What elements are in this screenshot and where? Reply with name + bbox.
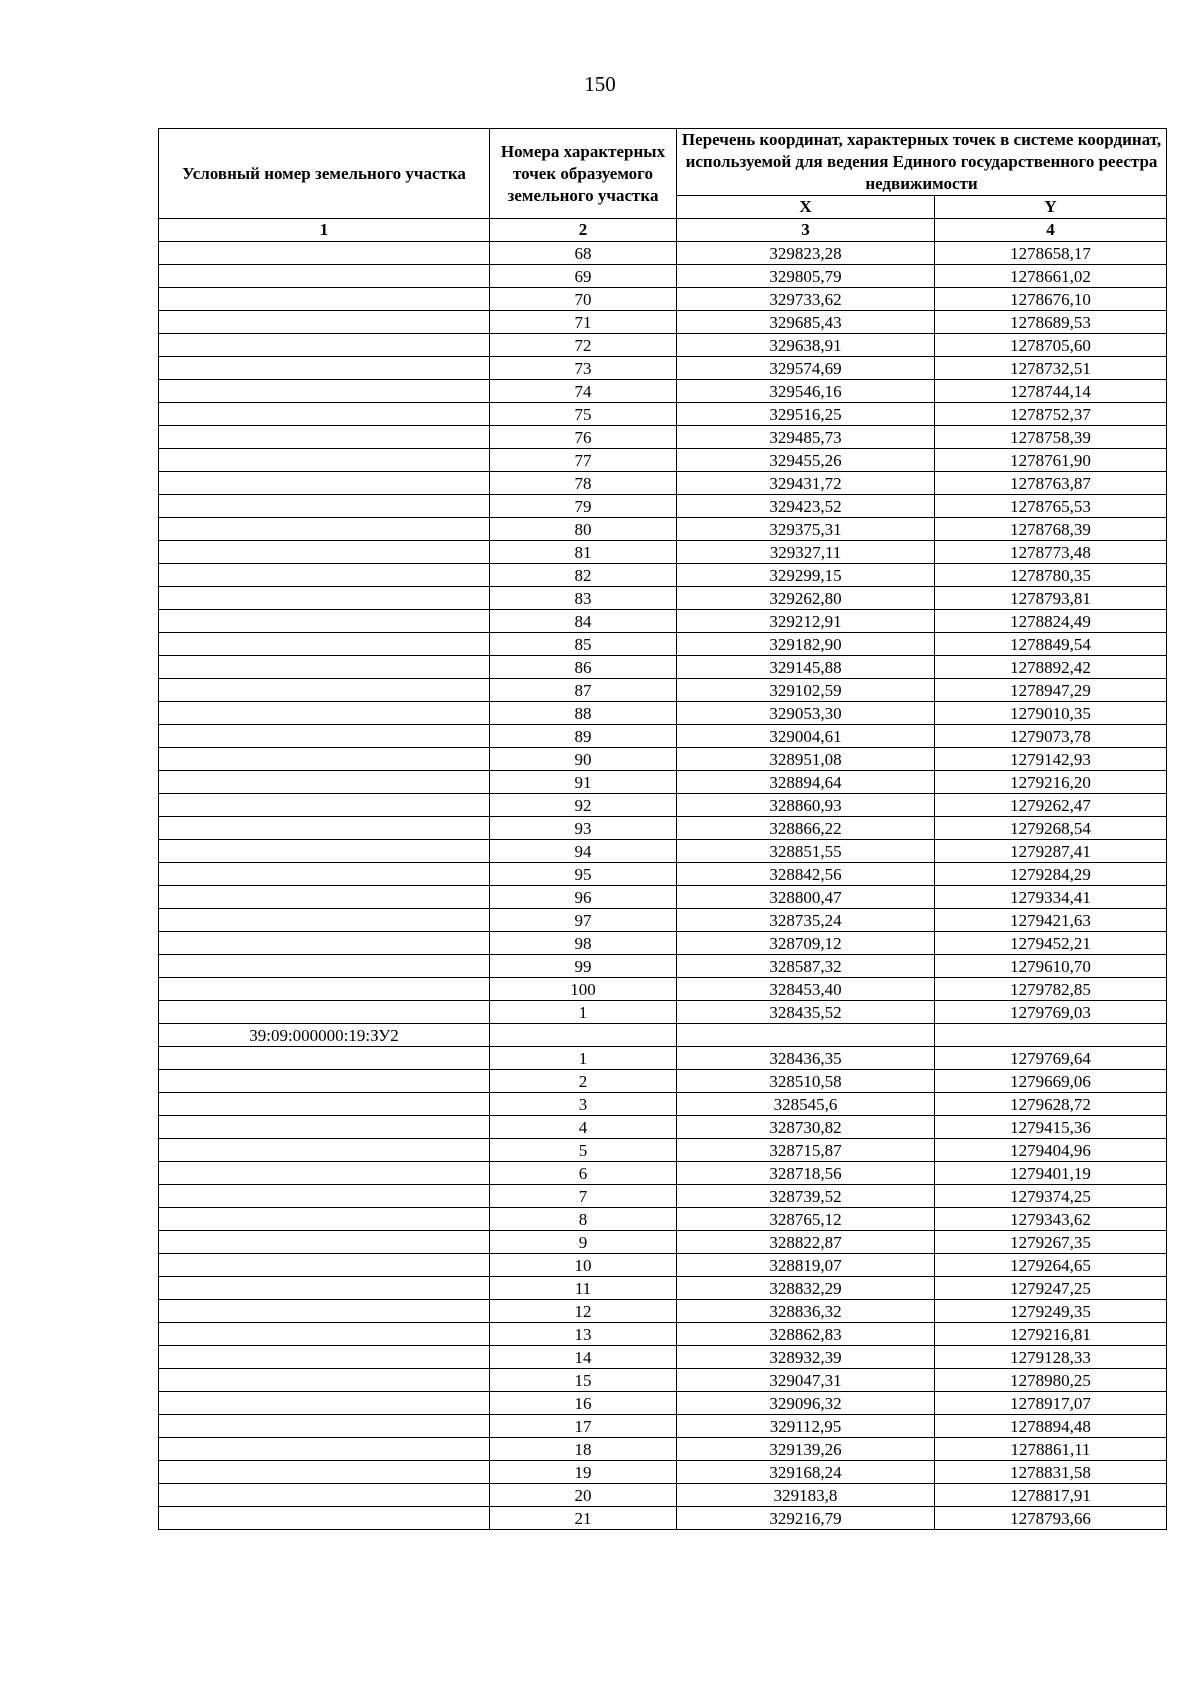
parcel-cell [159,265,490,288]
point-number-cell: 13 [490,1323,677,1346]
y-coordinate-cell: 1279669,06 [935,1070,1167,1093]
y-coordinate-cell: 1279374,25 [935,1185,1167,1208]
table-row [159,748,1167,771]
point-number-cell: 69 [490,265,677,288]
y-coordinate-cell: 1279782,85 [935,978,1167,1001]
point-number-cell: 83 [490,587,677,610]
y-coordinate-cell: 1278780,35 [935,564,1167,587]
table-row [159,1093,1167,1116]
y-coordinate-cell: 1278917,07 [935,1392,1167,1415]
parcel-cell [159,1323,490,1346]
y-coordinate-cell: 1278676,10 [935,288,1167,311]
table-row [159,334,1167,357]
point-number-cell: 91 [490,771,677,794]
point-number-cell: 95 [490,863,677,886]
y-coordinate-cell [935,1024,1167,1047]
parcel-cell [159,886,490,909]
y-coordinate-cell: 1278661,02 [935,265,1167,288]
parcel-cell [159,909,490,932]
parcel-cell [159,978,490,1001]
point-number-cell: 19 [490,1461,677,1484]
point-number-cell: 72 [490,334,677,357]
table-row [159,610,1167,633]
table-row [159,1369,1167,1392]
point-number-cell: 21 [490,1507,677,1530]
parcel-cell [159,610,490,633]
point-number-cell [490,1024,677,1047]
x-coordinate-cell: 328436,35 [677,1047,935,1070]
parcel-cell [159,1392,490,1415]
point-number-cell: 7 [490,1185,677,1208]
parcel-cell [159,1116,490,1139]
point-number-cell: 70 [490,288,677,311]
parcel-cell [159,863,490,886]
point-number-cell: 81 [490,541,677,564]
parcel-cell [159,1300,490,1323]
x-coordinate-cell: 328822,87 [677,1231,935,1254]
y-coordinate-cell: 1279610,70 [935,955,1167,978]
point-number-cell: 11 [490,1277,677,1300]
header-coordinates: Перечень координат, характерных точек в системе координат, используемой для ведения Единого государственного реестра недвижимости [677,129,1167,196]
y-coordinate-cell: 1279284,29 [935,863,1167,886]
table-row [159,771,1167,794]
table-row [159,265,1167,288]
x-coordinate-cell: 329327,11 [677,541,935,564]
point-number-cell: 97 [490,909,677,932]
table-row [159,472,1167,495]
header-point-numbers: Номера характерных точек образуемого земельного участка [490,129,677,219]
y-coordinate-cell: 1278947,29 [935,679,1167,702]
parcel-cell [159,357,490,380]
point-number-cell: 94 [490,840,677,863]
parcel-cell [159,380,490,403]
x-coordinate-cell: 328730,82 [677,1116,935,1139]
x-coordinate-cell: 329375,31 [677,518,935,541]
point-number-cell: 73 [490,357,677,380]
point-number-cell: 10 [490,1254,677,1277]
y-coordinate-cell: 1279216,81 [935,1323,1167,1346]
parcel-cell [159,403,490,426]
parcel-cell [159,748,490,771]
parcel-cell [159,1185,490,1208]
parcel-cell [159,587,490,610]
y-coordinate-cell: 1278761,90 [935,449,1167,472]
table-row [159,518,1167,541]
y-coordinate-cell: 1278824,49 [935,610,1167,633]
y-coordinate-cell: 1278744,14 [935,380,1167,403]
table-row [159,955,1167,978]
x-coordinate-cell: 329112,95 [677,1415,935,1438]
x-coordinate-cell: 328894,64 [677,771,935,794]
table-row [159,1231,1167,1254]
parcel-cell [159,495,490,518]
parcel-cell [159,633,490,656]
header-col-number-2: 2 [490,219,677,242]
y-coordinate-cell: 1278758,39 [935,426,1167,449]
y-coordinate-cell: 1278980,25 [935,1369,1167,1392]
point-number-cell: 8 [490,1208,677,1231]
point-number-cell: 17 [490,1415,677,1438]
table-row [159,242,1167,265]
parcel-cell [159,1093,490,1116]
x-coordinate-cell: 328862,83 [677,1323,935,1346]
x-coordinate-cell: 328851,55 [677,840,935,863]
y-coordinate-cell: 1278773,48 [935,541,1167,564]
table-row [159,886,1167,909]
point-number-cell: 18 [490,1438,677,1461]
y-coordinate-cell: 1278732,51 [935,357,1167,380]
x-coordinate-cell: 329047,31 [677,1369,935,1392]
table-row [159,426,1167,449]
parcel-cell [159,725,490,748]
table-row [159,817,1167,840]
point-number-cell: 68 [490,242,677,265]
table-row [159,633,1167,656]
table-row [159,1208,1167,1231]
x-coordinate-cell: 329733,62 [677,288,935,311]
parcel-cell [159,817,490,840]
x-coordinate-cell: 328739,52 [677,1185,935,1208]
x-coordinate-cell: 328932,39 [677,1346,935,1369]
table-row [159,1392,1167,1415]
point-number-cell: 76 [490,426,677,449]
point-number-cell: 5 [490,1139,677,1162]
point-number-cell: 4 [490,1116,677,1139]
y-coordinate-cell: 1279262,47 [935,794,1167,817]
parcel-cell [159,288,490,311]
y-coordinate-cell: 1279452,21 [935,932,1167,955]
y-coordinate-cell: 1279628,72 [935,1093,1167,1116]
y-coordinate-cell: 1278705,60 [935,334,1167,357]
y-coordinate-cell: 1278763,87 [935,472,1167,495]
parcel-cell [159,656,490,679]
x-coordinate-cell: 329685,43 [677,311,935,334]
y-coordinate-cell: 1279287,41 [935,840,1167,863]
point-number-cell: 99 [490,955,677,978]
parcel-cell [159,1415,490,1438]
parcel-cell [159,932,490,955]
header-parcel-number: Условный номер земельного участка [159,129,490,219]
x-coordinate-cell: 328453,40 [677,978,935,1001]
x-coordinate-cell: 329096,32 [677,1392,935,1415]
x-coordinate-cell: 328510,58 [677,1070,935,1093]
x-coordinate-cell: 329216,79 [677,1507,935,1530]
parcel-cell [159,1208,490,1231]
parcel-cell [159,1346,490,1369]
y-coordinate-cell: 1279769,03 [935,1001,1167,1024]
table-row [159,541,1167,564]
table-row [159,449,1167,472]
parcel-cell [159,702,490,725]
x-coordinate-cell: 329183,8 [677,1484,935,1507]
point-number-cell: 14 [490,1346,677,1369]
table-row [159,1300,1167,1323]
y-coordinate-cell: 1279073,78 [935,725,1167,748]
table-row [159,403,1167,426]
parcel-cell [159,334,490,357]
point-number-cell: 90 [490,748,677,771]
y-coordinate-cell: 1278765,53 [935,495,1167,518]
y-coordinate-cell: 1279264,65 [935,1254,1167,1277]
x-coordinate-cell: 328819,07 [677,1254,935,1277]
point-number-cell: 98 [490,932,677,955]
point-number-cell: 87 [490,679,677,702]
x-coordinate-cell: 329823,28 [677,242,935,265]
table-header [159,129,1167,242]
parcel-cell [159,564,490,587]
table-row [159,1346,1167,1369]
table-row [159,840,1167,863]
point-number-cell: 1 [490,1047,677,1070]
x-coordinate-cell: 328735,24 [677,909,935,932]
parcel-cell [159,1277,490,1300]
table-row [159,311,1167,334]
point-number-cell: 71 [490,311,677,334]
parcel-cell [159,242,490,265]
point-number-cell: 75 [490,403,677,426]
x-coordinate-cell: 329546,16 [677,380,935,403]
x-coordinate-cell: 328951,08 [677,748,935,771]
table-row [159,1461,1167,1484]
point-number-cell: 79 [490,495,677,518]
parcel-cell [159,1438,490,1461]
y-coordinate-cell: 1279128,33 [935,1346,1167,1369]
table-row [159,863,1167,886]
point-number-cell: 6 [490,1162,677,1185]
parcel-cell [159,1070,490,1093]
table-row [159,564,1167,587]
y-coordinate-cell: 1278793,66 [935,1507,1167,1530]
parcel-cell [159,794,490,817]
x-coordinate-cell: 329053,30 [677,702,935,725]
point-number-cell: 16 [490,1392,677,1415]
point-number-cell: 3 [490,1093,677,1116]
page-number: 150 [584,72,616,96]
table-row [159,725,1167,748]
y-coordinate-cell: 1278658,17 [935,242,1167,265]
table-body [159,242,1167,1530]
table-row [159,1024,1167,1047]
table-row [159,380,1167,403]
point-number-cell: 89 [490,725,677,748]
header-x: X [677,196,935,219]
parcel-cell [159,840,490,863]
y-coordinate-cell: 1278861,11 [935,1438,1167,1461]
y-coordinate-cell: 1278768,39 [935,518,1167,541]
table-row [159,909,1167,932]
header-y: Y [935,196,1167,219]
x-coordinate-cell: 329004,61 [677,725,935,748]
y-coordinate-cell: 1279010,35 [935,702,1167,725]
point-number-cell: 1 [490,1001,677,1024]
y-coordinate-cell: 1279421,63 [935,909,1167,932]
point-number-cell: 2 [490,1070,677,1093]
table-row [159,1185,1167,1208]
table-row [159,1116,1167,1139]
point-number-cell: 85 [490,633,677,656]
y-coordinate-cell: 1278689,53 [935,311,1167,334]
y-coordinate-cell: 1279404,96 [935,1139,1167,1162]
point-number-cell: 86 [490,656,677,679]
header-col-number-4: 4 [935,219,1167,242]
y-coordinate-cell: 1278892,42 [935,656,1167,679]
y-coordinate-cell: 1279267,35 [935,1231,1167,1254]
x-coordinate-cell: 328765,12 [677,1208,935,1231]
y-coordinate-cell: 1278793,81 [935,587,1167,610]
x-coordinate-cell: 328836,32 [677,1300,935,1323]
parcel-cell [159,472,490,495]
x-coordinate-cell: 329299,15 [677,564,935,587]
y-coordinate-cell: 1279249,35 [935,1300,1167,1323]
y-coordinate-cell: 1278831,58 [935,1461,1167,1484]
table-row [159,1162,1167,1185]
y-coordinate-cell: 1278894,48 [935,1415,1167,1438]
y-coordinate-cell: 1279415,36 [935,1116,1167,1139]
point-number-cell: 88 [490,702,677,725]
point-number-cell: 78 [490,472,677,495]
x-coordinate-cell: 328866,22 [677,817,935,840]
point-number-cell: 74 [490,380,677,403]
x-coordinate-cell: 328435,52 [677,1001,935,1024]
point-number-cell: 12 [490,1300,677,1323]
header-col-number-1: 1 [159,219,490,242]
parcel-cell [159,1001,490,1024]
table-row [159,1323,1167,1346]
x-coordinate-cell: 329139,26 [677,1438,935,1461]
header-col-number-3: 3 [677,219,935,242]
parcel-cell: 39:09:000000:19:ЗУ2 [159,1024,490,1047]
point-number-cell: 93 [490,817,677,840]
x-coordinate-cell: 329102,59 [677,679,935,702]
table-row [159,1484,1167,1507]
coordinates-table [158,128,1167,1530]
y-coordinate-cell: 1279268,54 [935,817,1167,840]
point-number-cell: 84 [490,610,677,633]
parcel-cell [159,1231,490,1254]
x-coordinate-cell: 328860,93 [677,794,935,817]
x-coordinate-cell: 329455,26 [677,449,935,472]
x-coordinate-cell: 328545,6 [677,1093,935,1116]
table-row [159,357,1167,380]
table-row [159,656,1167,679]
parcel-cell [159,1047,490,1070]
x-coordinate-cell [677,1024,935,1047]
table-row [159,1438,1167,1461]
parcel-cell [159,541,490,564]
table-row [159,1139,1167,1162]
table-row [159,1415,1167,1438]
y-coordinate-cell: 1278752,37 [935,403,1167,426]
y-coordinate-cell: 1278849,54 [935,633,1167,656]
parcel-cell [159,1484,490,1507]
table-row [159,1070,1167,1093]
point-number-cell: 80 [490,518,677,541]
point-number-cell: 82 [490,564,677,587]
point-number-cell: 92 [490,794,677,817]
point-number-cell: 9 [490,1231,677,1254]
x-coordinate-cell: 328718,56 [677,1162,935,1185]
parcel-cell [159,311,490,334]
parcel-cell [159,771,490,794]
x-coordinate-cell: 329262,80 [677,587,935,610]
parcel-cell [159,1369,490,1392]
point-number-cell: 15 [490,1369,677,1392]
parcel-cell [159,518,490,541]
table-row [159,978,1167,1001]
x-coordinate-cell: 328587,32 [677,955,935,978]
x-coordinate-cell: 329638,91 [677,334,935,357]
point-number-cell: 96 [490,886,677,909]
point-number-cell: 77 [490,449,677,472]
table-row [159,587,1167,610]
parcel-cell [159,1461,490,1484]
x-coordinate-cell: 329423,52 [677,495,935,518]
x-coordinate-cell: 329485,73 [677,426,935,449]
y-coordinate-cell: 1279142,93 [935,748,1167,771]
x-coordinate-cell: 329516,25 [677,403,935,426]
y-coordinate-cell: 1279343,62 [935,1208,1167,1231]
x-coordinate-cell: 329168,24 [677,1461,935,1484]
x-coordinate-cell: 329805,79 [677,265,935,288]
x-coordinate-cell: 329431,72 [677,472,935,495]
x-coordinate-cell: 329574,69 [677,357,935,380]
y-coordinate-cell: 1279216,20 [935,771,1167,794]
table-row [159,1047,1167,1070]
table-row [159,1254,1167,1277]
x-coordinate-cell: 328709,12 [677,932,935,955]
x-coordinate-cell: 329212,91 [677,610,935,633]
parcel-cell [159,1254,490,1277]
point-number-cell: 20 [490,1484,677,1507]
table-row [159,679,1167,702]
parcel-cell [159,449,490,472]
x-coordinate-cell: 329182,90 [677,633,935,656]
x-coordinate-cell: 328715,87 [677,1139,935,1162]
parcel-cell [159,1139,490,1162]
table-row [159,794,1167,817]
parcel-cell [159,1507,490,1530]
x-coordinate-cell: 329145,88 [677,656,935,679]
y-coordinate-cell: 1279334,41 [935,886,1167,909]
x-coordinate-cell: 328800,47 [677,886,935,909]
table-row [159,288,1167,311]
y-coordinate-cell: 1279769,64 [935,1047,1167,1070]
parcel-cell [159,679,490,702]
table-row [159,702,1167,725]
table-row [159,932,1167,955]
table-row [159,495,1167,518]
x-coordinate-cell: 328832,29 [677,1277,935,1300]
y-coordinate-cell: 1279247,25 [935,1277,1167,1300]
table-row [159,1001,1167,1024]
y-coordinate-cell: 1279401,19 [935,1162,1167,1185]
parcel-cell [159,426,490,449]
table-row [159,1277,1167,1300]
table-row [159,1507,1167,1530]
x-coordinate-cell: 328842,56 [677,863,935,886]
parcel-cell [159,955,490,978]
y-coordinate-cell: 1278817,91 [935,1484,1167,1507]
parcel-cell [159,1162,490,1185]
point-number-cell: 100 [490,978,677,1001]
